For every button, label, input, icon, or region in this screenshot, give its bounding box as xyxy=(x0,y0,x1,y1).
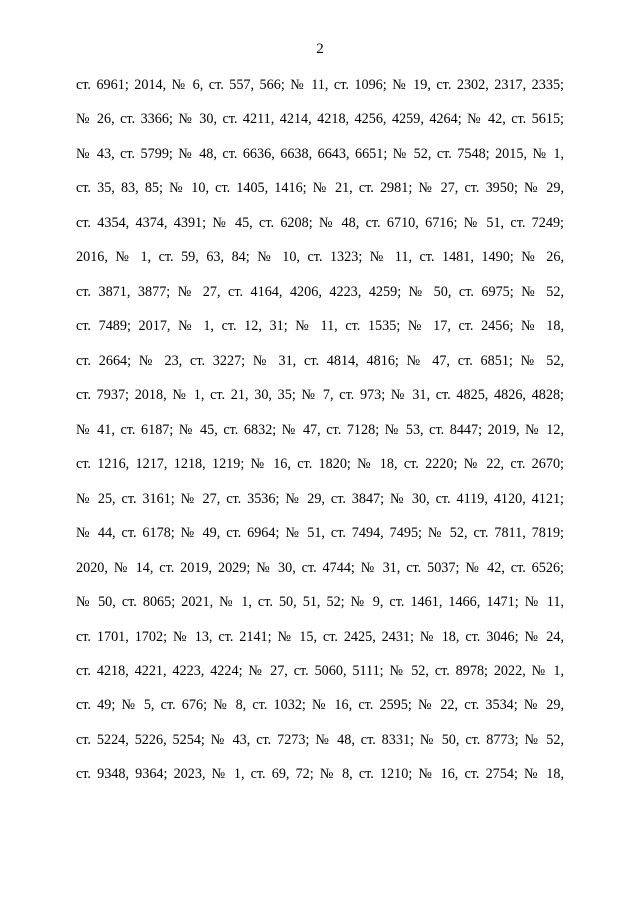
text-line: ст. 6961; 2014, № 6, ст. 557, 566; № 11, ст. 1096; № 19, ст. 2302, 2317, 2335; xyxy=(76,77,564,93)
text-line: ст. 5224, 5226, 5254; № 43, ст. 7273; № 48, ст. 8331; № 50, ст. 8773; № 52, xyxy=(76,731,564,748)
text-line: ст. 7489; 2017, № 1, ст. 12, 31; № 11, ст. 1535; № 17, ст. 2456; № 18, xyxy=(76,318,564,335)
text-line: ст. 35, 83, 85; № 10, ст. 1405, 1416; № 21, ст. 2981; № 27, ст. 3950; № 29, xyxy=(76,180,564,197)
text-line: № 26, ст. 3366; № 30, ст. 4211, 4214, 4218, 4256, 4259, 4264; № 42, ст. 5615; xyxy=(76,111,564,128)
text-line: № 50, ст. 8065; 2021, № 1, ст. 50, 51, 52; № 9, ст. 1461, 1466, 1471; № 11, xyxy=(76,594,564,611)
text-line: ст. 49; № 5, ст. 676; № 8, ст. 1032; № 16, ст. 2595; № 22, ст. 3534; № 29, xyxy=(76,697,564,714)
text-line: № 25, ст. 3161; № 27, ст. 3536; № 29, ст. 3847; № 30, ст. 4119, 4120, 4121; xyxy=(76,490,564,507)
text-line: ст. 9348, 9364; 2023, № 1, ст. 69, 72; № 8, ст. 1210; № 16, ст. 2754; № 18, xyxy=(76,766,564,783)
text-line: № 41, ст. 6187; № 45, ст. 6832; № 47, ст. 7128; № 53, ст. 8447; 2019, № 12, xyxy=(76,421,564,438)
text-line: ст. 1216, 1217, 1218, 1219; № 16, ст. 1820; № 18, ст. 2220; № 22, ст. 2670; xyxy=(76,456,564,473)
body-text xyxy=(76,76,564,800)
text-line: № 43, ст. 5799; № 48, ст. 6636, 6638, 6643, 6651; № 52, ст. 7548; 2015, № 1, xyxy=(76,145,564,162)
text-line: ст. 1701, 1702; № 13, ст. 2141; № 15, ст. 2425, 2431; № 18, ст. 3046; № 24, xyxy=(76,628,564,645)
text-line: ст. 4354, 4374, 4391; № 45, ст. 6208; № 48, ст. 6710, 6716; № 51, ст. 7249; xyxy=(76,214,564,231)
text-line: ст. 4218, 4221, 4223, 4224; № 27, ст. 5060, 5111; № 52, ст. 8978; 2022, № 1, xyxy=(76,662,564,679)
text-line: № 44, ст. 6178; № 49, ст. 6964; № 51, ст. 7494, 7495; № 52, ст. 7811, 7819; xyxy=(76,525,564,542)
text-line: 2016, № 1, ст. 59, 63, 84; № 10, ст. 1323; № 11, ст. 1481, 1490; № 26, xyxy=(76,249,564,266)
text-line: ст. 7937; 2018, № 1, ст. 21, 30, 35; № 7, ст. 973; № 31, ст. 4825, 4826, 4828; xyxy=(76,387,564,404)
text-line: 2020, № 14, ст. 2019, 2029; № 30, ст. 4744; № 31, ст. 5037; № 42, ст. 6526; xyxy=(76,559,564,576)
page-number: 2 xyxy=(316,41,324,57)
text-line: ст. 3871, 3877; № 27, ст. 4164, 4206, 4223, 4259; № 50, ст. 6975; № 52, xyxy=(76,283,564,300)
text-line: ст. 2664; № 23, ст. 3227; № 31, ст. 4814, 4816; № 47, ст. 6851; № 52, xyxy=(76,352,564,369)
